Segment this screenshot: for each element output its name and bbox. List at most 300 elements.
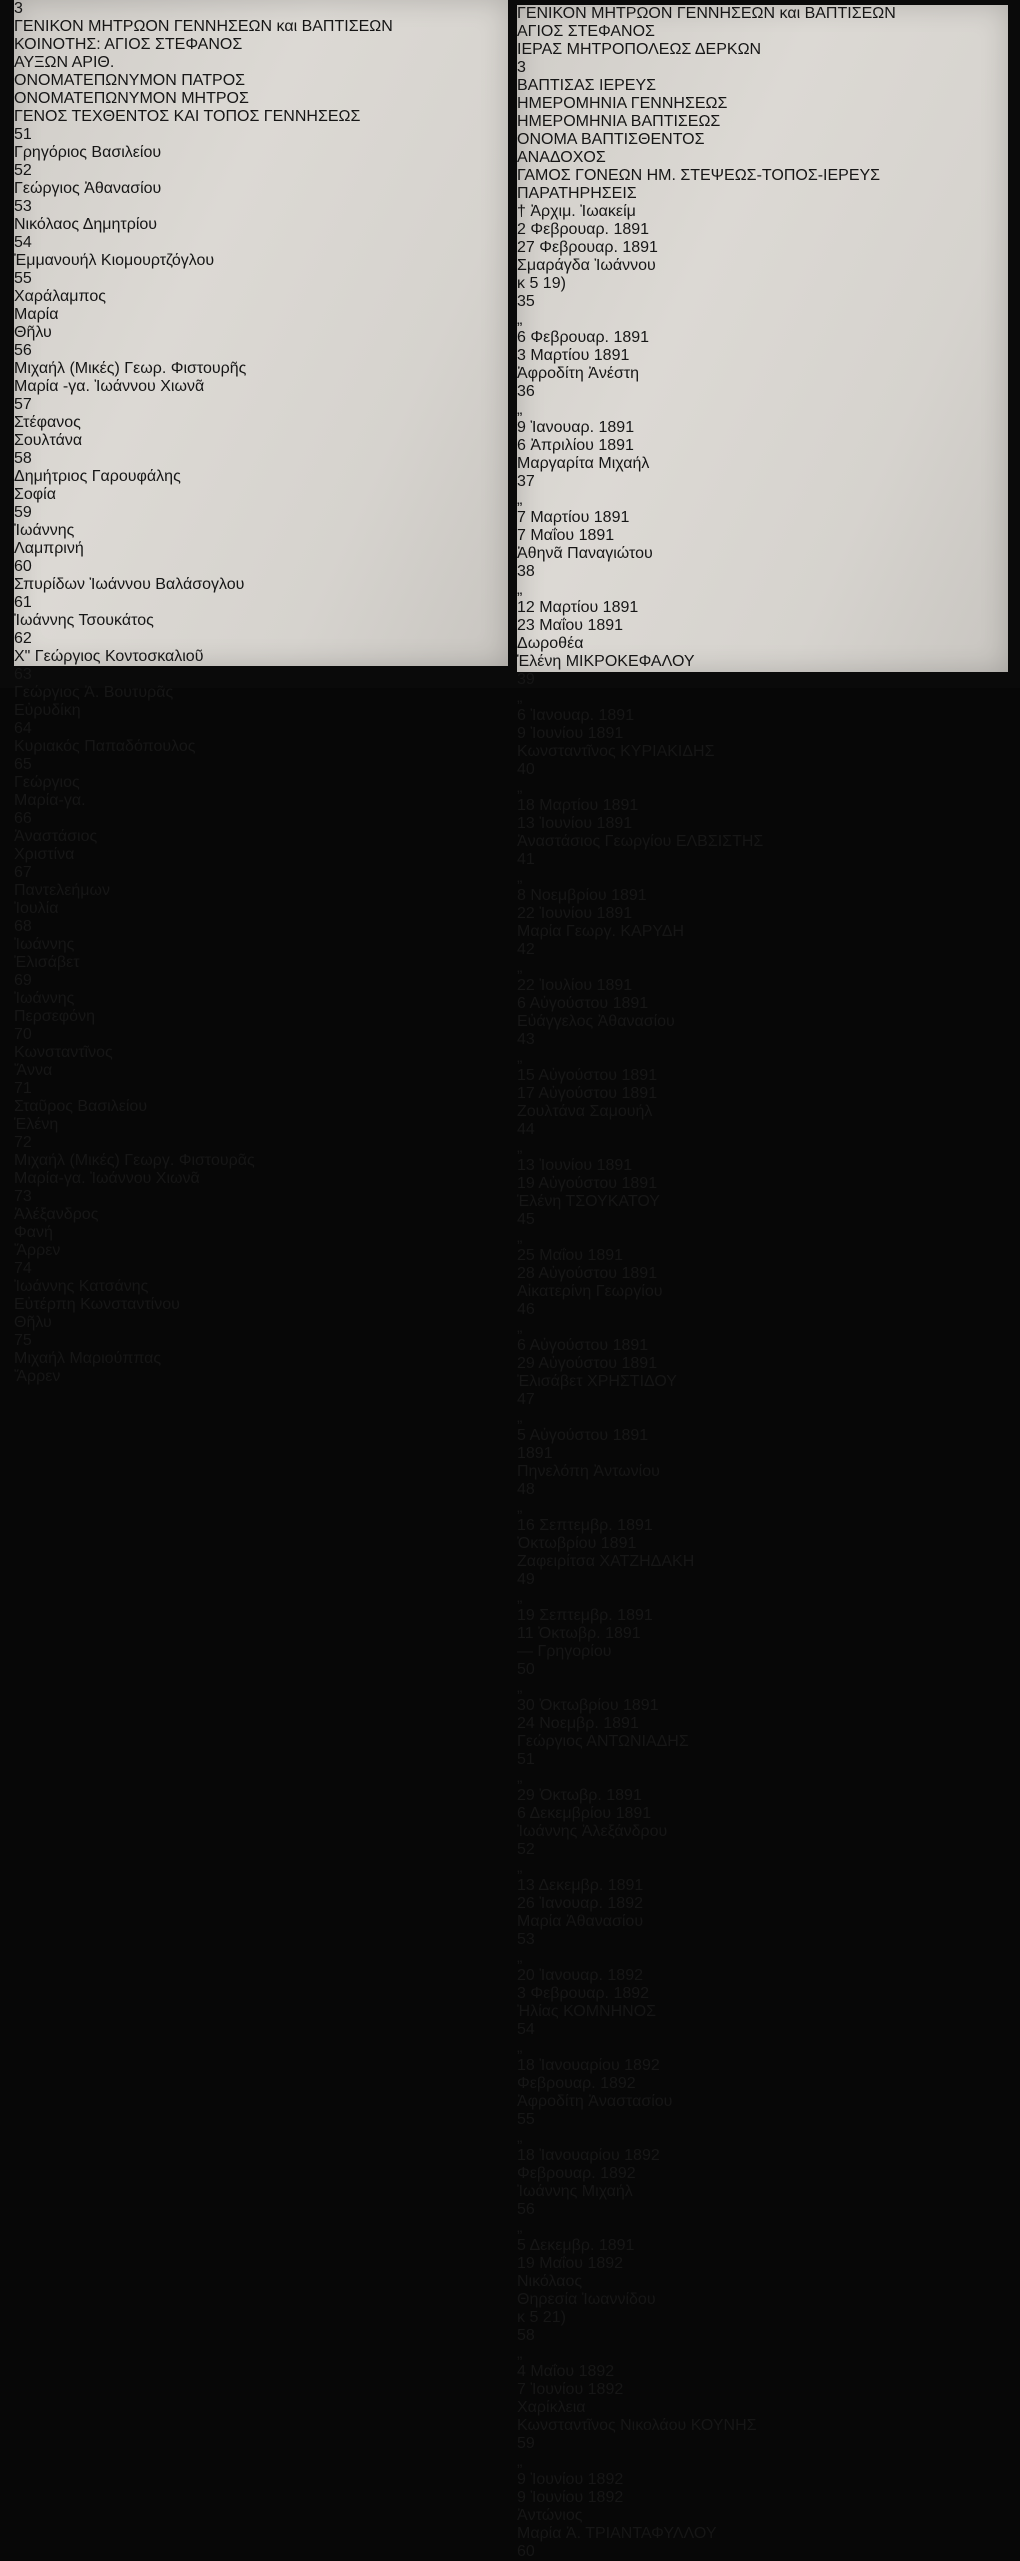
remarks-cell [517, 1121, 1008, 1139]
serial-number-cell: 54 [14, 234, 32, 251]
godparent-cell: Μαρία Γεωργ. ΚΑΡΥΔΗ [517, 923, 685, 940]
table-row [14, 396, 508, 450]
baptized-name-cell: Χαρίκλεια [517, 2399, 586, 2416]
father-name-cell: Σπυρίδων Ἰωάννου Βαλάσογλου [14, 576, 245, 593]
table-row [14, 1080, 508, 1134]
priest-cell: „ [517, 1319, 523, 1336]
serial-number-cell: 55 [14, 270, 32, 287]
father-name-cell: Χ" Γεώργιος Κοντοσκαλιοῦ [14, 648, 204, 665]
priest-cell: „ [517, 2345, 523, 2362]
serial-number-cell: 53 [14, 198, 32, 215]
serial-number-cell: 57 [14, 396, 32, 413]
mother-name-cell: Εὐρυδίκη [14, 702, 81, 719]
mother-name-cell: Μαρία-γα. Ἰωάννου Χιωνᾶ [14, 1170, 200, 1187]
remarks-cell [517, 1211, 1008, 1229]
serial-number-cell: 64 [14, 720, 32, 737]
birth-date-cell: 9 Ἰουνίου 1892 [517, 2471, 624, 2488]
baptized-name-cell: Νικόλαος [517, 2273, 583, 2290]
baptism-date-cell: 13 Ἰουνίου 1891 [517, 815, 633, 832]
baptism-date-cell: 27 Φεβρουαρ. 1891 [517, 239, 658, 256]
father-name-cell: Ἰωάννης Τσουκάτος [14, 612, 154, 629]
priest-cell: „ [517, 581, 523, 598]
birth-date-cell: 18 Μαρτίου 1891 [517, 797, 639, 814]
remarks-cell [517, 1481, 1008, 1499]
remark-number: 52 [517, 1841, 535, 1858]
remark-number: 48 [517, 1481, 535, 1498]
mother-name-cell: Μαρία -γα. Ἰωάννου Χιωνᾶ [14, 378, 205, 395]
godparent-cell: Γεώργιος ΑΝΤΩΝΙΑΔΗΣ [517, 1733, 689, 1750]
priest-cell: „ [517, 491, 523, 508]
mother-name-cell: Ἑλένη [14, 1116, 59, 1133]
right-page [517, 5, 1008, 2560]
father-name-cell: Γεώργιος Ἀ. Βουτυρᾶς [14, 684, 174, 701]
serial-number-cell: 69 [14, 972, 32, 989]
baptized-name-cell: Δωροθέα [517, 635, 584, 652]
priest-cell: † Ἀρχιμ. Ἰωακείμ [517, 203, 636, 220]
father-name-cell: Ἰωάννης [14, 522, 75, 539]
gender-cell: Θῆλυ [14, 1314, 52, 1331]
birth-date-cell: 12 Μαρτίου 1891 [517, 599, 639, 616]
table-row [14, 756, 508, 810]
remark-number: 42 [517, 941, 535, 958]
baptisms-table [517, 77, 1008, 2561]
father-name-cell: Δημήτριος Γαρουφάλης [14, 468, 181, 485]
priest-cell: „ [517, 689, 523, 706]
community-name: ΑΓΙΟΣ ΣΤΕΦΑΝΟΣ [104, 36, 243, 53]
table-row [517, 1409, 1008, 1499]
birth-date-cell: 9 Ἰανουαρ. 1891 [517, 419, 635, 436]
table-row [14, 864, 508, 918]
birth-date-cell: 25 Μαΐου 1891 [517, 1247, 624, 1264]
table-row [14, 1188, 508, 1260]
priest-cell: „ [517, 959, 523, 976]
priest-cell: „ [517, 2453, 523, 2470]
remark-number: 55 [517, 2111, 535, 2128]
table-row [14, 972, 508, 1026]
column-header-baptized-name: ΟΝΟΜΑ ΒΑΠΤΙΣΘΕΝΤΟΣ [517, 131, 705, 148]
baptism-date-cell: 17 Αὐγούστου 1891 [517, 1085, 658, 1102]
godparent-cell: Ζουλτάνα Σαμουήλ [517, 1103, 653, 1120]
serial-number-cell: 51 [14, 126, 32, 143]
remark-number: 41 [517, 851, 535, 868]
godparent-cell: Μαρία Ἀθανασίου [517, 1913, 644, 1930]
mother-name-cell: Μαρία-γα. [14, 792, 86, 809]
godparent-cell: Ἑλένη ΜΙΚΡΟΚΕΦΑΛΟΥ [517, 653, 695, 670]
table-row [517, 689, 1008, 779]
remarks-cell [517, 1841, 1008, 1859]
father-name-cell: Ἀλέξανδρος [14, 1206, 99, 1223]
baptism-date-cell: Φεβρουαρ. 1892 [517, 2165, 636, 2182]
birth-date-cell: 13 Ἰουνίου 1891 [517, 1157, 633, 1174]
remark-number: 49 [517, 1571, 535, 1588]
birth-date-cell: 6 Ἰανουαρ. 1891 [517, 707, 635, 724]
community-line [14, 36, 508, 54]
table-row [14, 1026, 508, 1080]
remarks-cell [517, 761, 1008, 779]
serial-number-cell: 58 [14, 450, 32, 467]
table-row [14, 594, 508, 630]
priest-cell: „ [517, 1949, 523, 1966]
priest-cell: „ [517, 1229, 523, 1246]
mother-name-cell: Χριστίνα [14, 846, 75, 863]
serial-number-cell: 70 [14, 1026, 32, 1043]
godparent-cell: Ἑλένη ΤΣΟΥΚΑΤΟΥ [517, 1193, 660, 1210]
column-header-father: ΟΝΟΜΑΤΕΠΩΝΥΜΟΝ ΠΑΤΡΟΣ [14, 72, 246, 89]
remarks-cell [517, 1571, 1008, 1589]
birth-date-cell: 29 Ὀκτωβρ. 1891 [517, 1787, 642, 1804]
priest-cell: „ [517, 2039, 523, 2056]
table-row [14, 450, 508, 504]
table-row [517, 1589, 1008, 1679]
birth-date-cell: 5 Αὐγούστου 1891 [517, 1427, 649, 1444]
baptized-name-cell: Ἀντώνιος [517, 2507, 583, 2524]
remark-number: 46 [517, 1301, 535, 1318]
table-row [14, 1134, 508, 1188]
baptism-date-cell: 7 Ἰουνίου 1892 [517, 2381, 624, 2398]
priest-cell: „ [517, 1409, 523, 1426]
remark-number: 58 [517, 2327, 535, 2344]
father-name-cell: Μιχαήλ (Μικές) Γεωρ. Φιστουρῆς [14, 360, 247, 377]
baptism-date-cell: 23 Μαΐου 1891 [517, 617, 624, 634]
table-row [14, 666, 508, 720]
table-row [14, 720, 508, 756]
births-table [14, 54, 508, 1386]
father-name-cell: Ἰωάννης [14, 936, 75, 953]
community-label: ΚΟΙΝΟΤΗΣ: [14, 36, 101, 53]
table-row [14, 342, 508, 396]
priest-cell: „ [517, 1139, 523, 1156]
father-name-cell: Μιχαήλ (Μικές) Γεωργ. Φιστουρᾶς [14, 1152, 255, 1169]
baptism-date-cell: 6 Αὐγούστου 1891 [517, 995, 649, 1012]
table-row [517, 1139, 1008, 1229]
birth-date-cell: 2 Φεβρουαρ. 1891 [517, 221, 650, 238]
priest-cell: „ [517, 1499, 523, 1516]
father-name-cell: Νικόλαος Δημητρίου [14, 216, 158, 233]
baptism-date-cell: 28 Αὐγούστου 1891 [517, 1265, 658, 1282]
birth-date-cell: 15 Αὐγούστου 1891 [517, 1067, 658, 1084]
godparent-cell: Σμαράγδα Ἰωάννου [517, 257, 656, 274]
birth-date-cell: 16 Σεπτεμβρ. 1891 [517, 1517, 653, 1534]
serial-number-cell: 72 [14, 1134, 32, 1151]
births-table-header [14, 54, 508, 126]
mother-name-cell: Ἰουλία [14, 900, 59, 917]
priest-cell: „ [517, 1589, 523, 1606]
gender-cell: Ἄρρεν [14, 1242, 61, 1259]
baptisms-table-header [517, 77, 1008, 203]
baptism-date-cell: 24 Νοεμβρ. 1891 [517, 1715, 639, 1732]
serial-number-cell: 65 [14, 756, 32, 773]
serial-number-cell: 67 [14, 864, 32, 881]
baptism-date-cell: 26 Ἰανουαρ. 1892 [517, 1895, 643, 1912]
left-corner-page-number: 3 [14, 0, 23, 17]
baptism-date-cell: 19 Αὐγούστου 1891 [517, 1175, 658, 1192]
table-row [14, 630, 508, 666]
table-row [14, 918, 508, 972]
godparent-cell: Κωνσταντῖνος ΚΥΡΙΑΚΙΔΗΣ [517, 743, 715, 760]
table-row [517, 491, 1008, 581]
remark-number: 56 [517, 2201, 535, 2218]
godparent-cell: Ἀναστάσιος Γεωργίου ΕΛΒΣΙΣΤΗΣ [517, 833, 764, 850]
remarks-cell [517, 2435, 1008, 2453]
table-row [517, 1049, 1008, 1139]
remark-number: 44 [517, 1121, 535, 1138]
serial-number-cell: 74 [14, 1260, 32, 1277]
godparent-cell: Κωνσταντῖνος Νικολάου ΚΟΥΝΗΣ [517, 2417, 757, 2434]
mother-name-cell: Φανή [14, 1224, 53, 1241]
table-row [14, 198, 508, 234]
birth-date-cell: 18 Ἰανουαρίου 1892 [517, 2147, 660, 2164]
column-header-mother: ΟΝΟΜΑΤΕΠΩΝΥΜΟΝ ΜΗΤΡΟΣ [14, 90, 249, 107]
father-name-cell: Στέφανος [14, 414, 81, 431]
column-header-godparent: ΑΝΑΔΟΧΟΣ [517, 149, 606, 166]
serial-number-cell: 71 [14, 1080, 32, 1097]
mother-name-cell: Λαμπρινή [14, 540, 84, 557]
remark-number: 54 [517, 2021, 535, 2038]
birth-date-cell: 8 Νοεμβρίου 1891 [517, 887, 647, 904]
left-page-title: ΓΕΝΙΚΟΝ ΜΗΤΡΩΟΝ ΓΕΝΝΗΣΕΩΝ και ΒΑΠΤΙΣΕΩΝ [14, 18, 393, 35]
table-row [517, 1319, 1008, 1409]
remark-number: 50 [517, 1661, 535, 1678]
priest-cell: „ [517, 869, 523, 886]
baptism-date-cell: 3 Φεβρουαρ. 1892 [517, 1985, 650, 2002]
bleed-through-subtitle: ΑΓΙΟΣ ΣΤΕΦΑΝΟΣ [517, 23, 655, 40]
serial-number-cell: 59 [14, 504, 32, 521]
mother-name-cell: Περσεφόνη [14, 1008, 95, 1025]
father-name-cell: Ἰωάννης Κατσάνης [14, 1278, 149, 1295]
table-row [517, 2039, 1008, 2129]
remark-number: 35 [517, 293, 535, 310]
priest-cell: „ [517, 1769, 523, 1786]
column-header-priest: ΒΑΠΤΙΣΑΣ ΙΕΡΕΥΣ [517, 77, 657, 94]
baptism-date-cell: 9 Ἰουνίου 1891 [517, 725, 624, 742]
priest-cell: „ [517, 311, 523, 328]
table-row [517, 401, 1008, 491]
remark-number: 53 [517, 1931, 535, 1948]
birth-date-cell: 13 Δεκεμβρ. 1891 [517, 1877, 644, 1894]
priest-cell: „ [517, 779, 523, 796]
table-row [14, 234, 508, 270]
gender-cell: Θῆλυ [14, 324, 52, 341]
baptism-date-cell: 6 Δεκεμβρίου 1891 [517, 1805, 652, 1822]
left-page [14, 0, 508, 1385]
remark-note: κ 5 21) [517, 2309, 566, 2326]
remarks-cell [517, 1391, 1008, 1409]
mother-name-cell: Ἄννα [14, 1062, 53, 1079]
godparent-cell: Ἀθηνᾶ Παναγιώτου [517, 545, 653, 562]
priest-cell: „ [517, 401, 523, 418]
serial-number-cell: 62 [14, 630, 32, 647]
birth-date-cell: 6 Αὐγούστου 1891 [517, 1337, 649, 1354]
remarks-cell [517, 1931, 1008, 1949]
column-header-serial: ΑΥΞΩΝ ΑΡΙΘ. [14, 54, 115, 71]
remarks-cell [517, 2543, 1008, 2561]
priest-cell: „ [517, 2129, 523, 2146]
remarks-cell [517, 2201, 1008, 2219]
father-name-cell: Γρηγόριος Βασιλείου [14, 144, 162, 161]
father-name-cell: Κυριακός Παπαδόπουλος [14, 738, 196, 755]
mother-name-cell: Σοφία [14, 486, 56, 503]
table-row [517, 2345, 1008, 2453]
father-name-cell: Κωνσταντῖνος [14, 1044, 113, 1061]
remark-number: 37 [517, 473, 535, 490]
father-name-cell: Χαράλαμπος [14, 288, 106, 305]
godparent-cell: Ἰωάννης Ἀλεξάνδρου [517, 1823, 668, 1840]
table-row [14, 1260, 508, 1332]
godparent-cell: Ἀφροδίτη Ἀνέστη [517, 365, 640, 382]
births-table-body [14, 126, 508, 1386]
column-header-gender-birthplace: ΓΕΝΟΣ ΤΕΧΘΕΝΤΟΣ ΚΑΙ ΤΟΠΟΣ ΓΕΝΝΗΣΕΩΣ [14, 108, 361, 125]
table-row [14, 504, 508, 558]
godparent-cell: Ἰωάννης Μιχαήλ [517, 2183, 633, 2200]
godparent-cell: Ἐλισάβετ ΧΡΗΣΤΙΔΟΥ [517, 1373, 677, 1390]
table-row [517, 203, 1008, 311]
remark-number: 36 [517, 383, 535, 400]
table-row [14, 270, 508, 342]
baptism-date-cell: 22 Ἰουνίου 1891 [517, 905, 633, 922]
birth-date-cell: 4 Μαΐου 1892 [517, 2363, 615, 2380]
table-row [517, 779, 1008, 869]
bleed-through-text [517, 5, 1008, 41]
serial-number-cell: 63 [14, 666, 32, 683]
godparent-cell: Ζαφειρίτσα ΧΑΤΖΗΔΑΚΗ [517, 1553, 695, 1570]
table-row [517, 1949, 1008, 2039]
remark-number: 59 [517, 2435, 535, 2452]
priest-cell: „ [517, 1679, 523, 1696]
baptism-date-cell: Ὀκτωβρίου 1891 [517, 1535, 637, 1552]
table-row [517, 2219, 1008, 2345]
table-row [14, 126, 508, 162]
godparent-cell: Θηρεσία Ἰωαννίδου [517, 2291, 656, 2308]
remark-number: 45 [517, 1211, 535, 1228]
table-row [517, 581, 1008, 689]
remark-number: 60 [517, 2543, 535, 2560]
remarks-cell [517, 473, 1008, 491]
father-name-cell: Μιχαήλ Μαριούππας [14, 1350, 162, 1367]
father-name-cell: Ἀναστάσιος [14, 828, 98, 845]
remarks-cell [517, 383, 1008, 401]
bleed-through-title: ΓΕΝΙΚΟΝ ΜΗΤΡΩΟΝ ΓΕΝΝΗΣΕΩΝ και ΒΑΠΤΙΣΕΩΝ [517, 5, 896, 22]
godparent-cell: Αἰκατερίνη Γεωργίου [517, 1283, 663, 1300]
remarks-cell [517, 1301, 1008, 1319]
father-name-cell: Ἐμμανουήλ Κιομουρτζόγλου [14, 252, 215, 269]
godparent-cell: — Γρηγορίου [517, 1643, 612, 1660]
godparent-cell: Πηνελόπη Ἀντωνίου [517, 1463, 660, 1480]
father-name-cell: Παντελεήμων [14, 882, 110, 899]
father-name-cell: Γεώργιος Ἀθανασίου [14, 180, 162, 197]
baptism-date-cell: 6 Ἀπριλίου 1891 [517, 437, 634, 454]
gender-cell: Ἄρρεν [14, 1368, 61, 1385]
right-page-title: ΙΕΡΑΣ ΜΗΤΡΟΠΟΛΕΩΣ ΔΕΡΚΩΝ [517, 41, 762, 58]
serial-number-cell: 73 [14, 1188, 32, 1205]
remarks-cell [517, 563, 1008, 581]
remark-number: 51 [517, 1751, 535, 1768]
serial-number-cell: 68 [14, 918, 32, 935]
table-row [14, 162, 508, 198]
table-row [517, 959, 1008, 1049]
table-row [517, 1499, 1008, 1589]
priest-cell: „ [517, 2219, 523, 2236]
godparent-cell: Εὐάγγελος Ἀθανασίου [517, 1013, 675, 1030]
table-row [517, 2453, 1008, 2561]
birth-date-cell: 18 Ἰανουαρίου 1892 [517, 2057, 660, 2074]
mother-name-cell: Σουλτάνα [14, 432, 83, 449]
column-header-remarks: ΠΑΡΑΤΗΡΗΣΕΙΣ [517, 185, 637, 202]
column-header-baptism-date: ΗΜΕΡΟΜΗΝΙΑ ΒΑΠΤΙΣΕΩΣ [517, 113, 721, 130]
birth-date-cell: 20 Ἰανουαρ. 1892 [517, 1967, 643, 1984]
baptism-date-cell: 1891 [517, 1445, 553, 1462]
serial-number-cell: 56 [14, 342, 32, 359]
father-name-cell: Σταῦρος Βασιλείου [14, 1098, 148, 1115]
table-row [517, 869, 1008, 959]
remarks-cell [517, 1751, 1008, 1769]
remarks-cell [517, 2021, 1008, 2039]
remarks-cell [517, 275, 1008, 311]
right-page-number: 3 [517, 59, 526, 76]
godparent-cell: Ἀφροδίτη Ἀναστασίου [517, 2093, 673, 2110]
table-row [517, 1679, 1008, 1769]
baptism-date-cell: 7 Μαΐου 1891 [517, 527, 615, 544]
table-row [517, 311, 1008, 401]
father-name-cell: Ἰωάννης [14, 990, 75, 1007]
serial-number-cell: 52 [14, 162, 32, 179]
remarks-cell [517, 851, 1008, 869]
remarks-cell [517, 941, 1008, 959]
remarks-cell [517, 1661, 1008, 1679]
remarks-cell [517, 2309, 1008, 2345]
godparent-cell: Μαρία Ἀ. ΤΡΙΑΝΤΑΦΥΛΛΟΥ [517, 2525, 717, 2542]
remark-number: 38 [517, 563, 535, 580]
remark-number: 47 [517, 1391, 535, 1408]
remark-number: 40 [517, 761, 535, 778]
remarks-cell [517, 1031, 1008, 1049]
baptism-date-cell: Φεβρουαρ. 1892 [517, 2075, 636, 2092]
table-row [14, 1332, 508, 1386]
baptism-date-cell: 9 Ἰουνίου 1892 [517, 2489, 624, 2506]
remark-number: 39 [517, 671, 535, 688]
table-row [517, 1229, 1008, 1319]
birth-date-cell: 6 Φεβρουαρ. 1891 [517, 329, 650, 346]
table-row [14, 558, 508, 594]
serial-number-cell: 60 [14, 558, 32, 575]
birth-date-cell: 22 Ἰουλίου 1891 [517, 977, 633, 994]
godparent-cell: Ἠλίας ΚΟΜΝΗΝΟΣ [517, 2003, 657, 2020]
baptism-date-cell: 19 Μαΐου 1892 [517, 2255, 624, 2272]
table-row [517, 2129, 1008, 2219]
serial-number-cell: 75 [14, 1332, 32, 1349]
baptism-date-cell: 11 Ὀκτωβρ. 1891 [517, 1625, 641, 1642]
column-header-birth-date: ΗΜΕΡΟΜΗΝΙΑ ΓΕΝΝΗΣΕΩΣ [517, 95, 728, 112]
godparent-cell: Μαργαρίτα Μιχαήλ [517, 455, 650, 472]
mother-name-cell: Μαρία [14, 306, 59, 323]
birth-date-cell: 7 Μαρτίου 1891 [517, 509, 630, 526]
remark-note: κ 5 19) [517, 275, 566, 292]
serial-number-cell: 61 [14, 594, 32, 611]
mother-name-cell: Εὐτέρπη Κωνσταντίνου [14, 1296, 180, 1313]
remarks-cell [517, 671, 1008, 689]
table-row [14, 810, 508, 864]
birth-date-cell: 30 Ὀκτωβρίου 1891 [517, 1697, 659, 1714]
father-name-cell: Γεώργιος [14, 774, 80, 791]
remarks-cell [517, 2111, 1008, 2129]
column-header-parents-marriage: ΓΑΜΟΣ ΓΟΝΕΩΝ ΗΜ. ΣΤΕΨΕΩΣ-ΤΟΠΟΣ-ΙΕΡΕΥΣ [517, 167, 881, 184]
birth-date-cell: 19 Σεπτεμβρ. 1891 [517, 1607, 653, 1624]
table-row [517, 1859, 1008, 1949]
birth-date-cell: 5 Δεκεμβρ. 1891 [517, 2237, 635, 2254]
serial-number-cell: 66 [14, 810, 32, 827]
baptisms-table-body [517, 203, 1008, 2561]
baptism-date-cell: 3 Μαρτίου 1891 [517, 347, 630, 364]
table-row [517, 1769, 1008, 1859]
